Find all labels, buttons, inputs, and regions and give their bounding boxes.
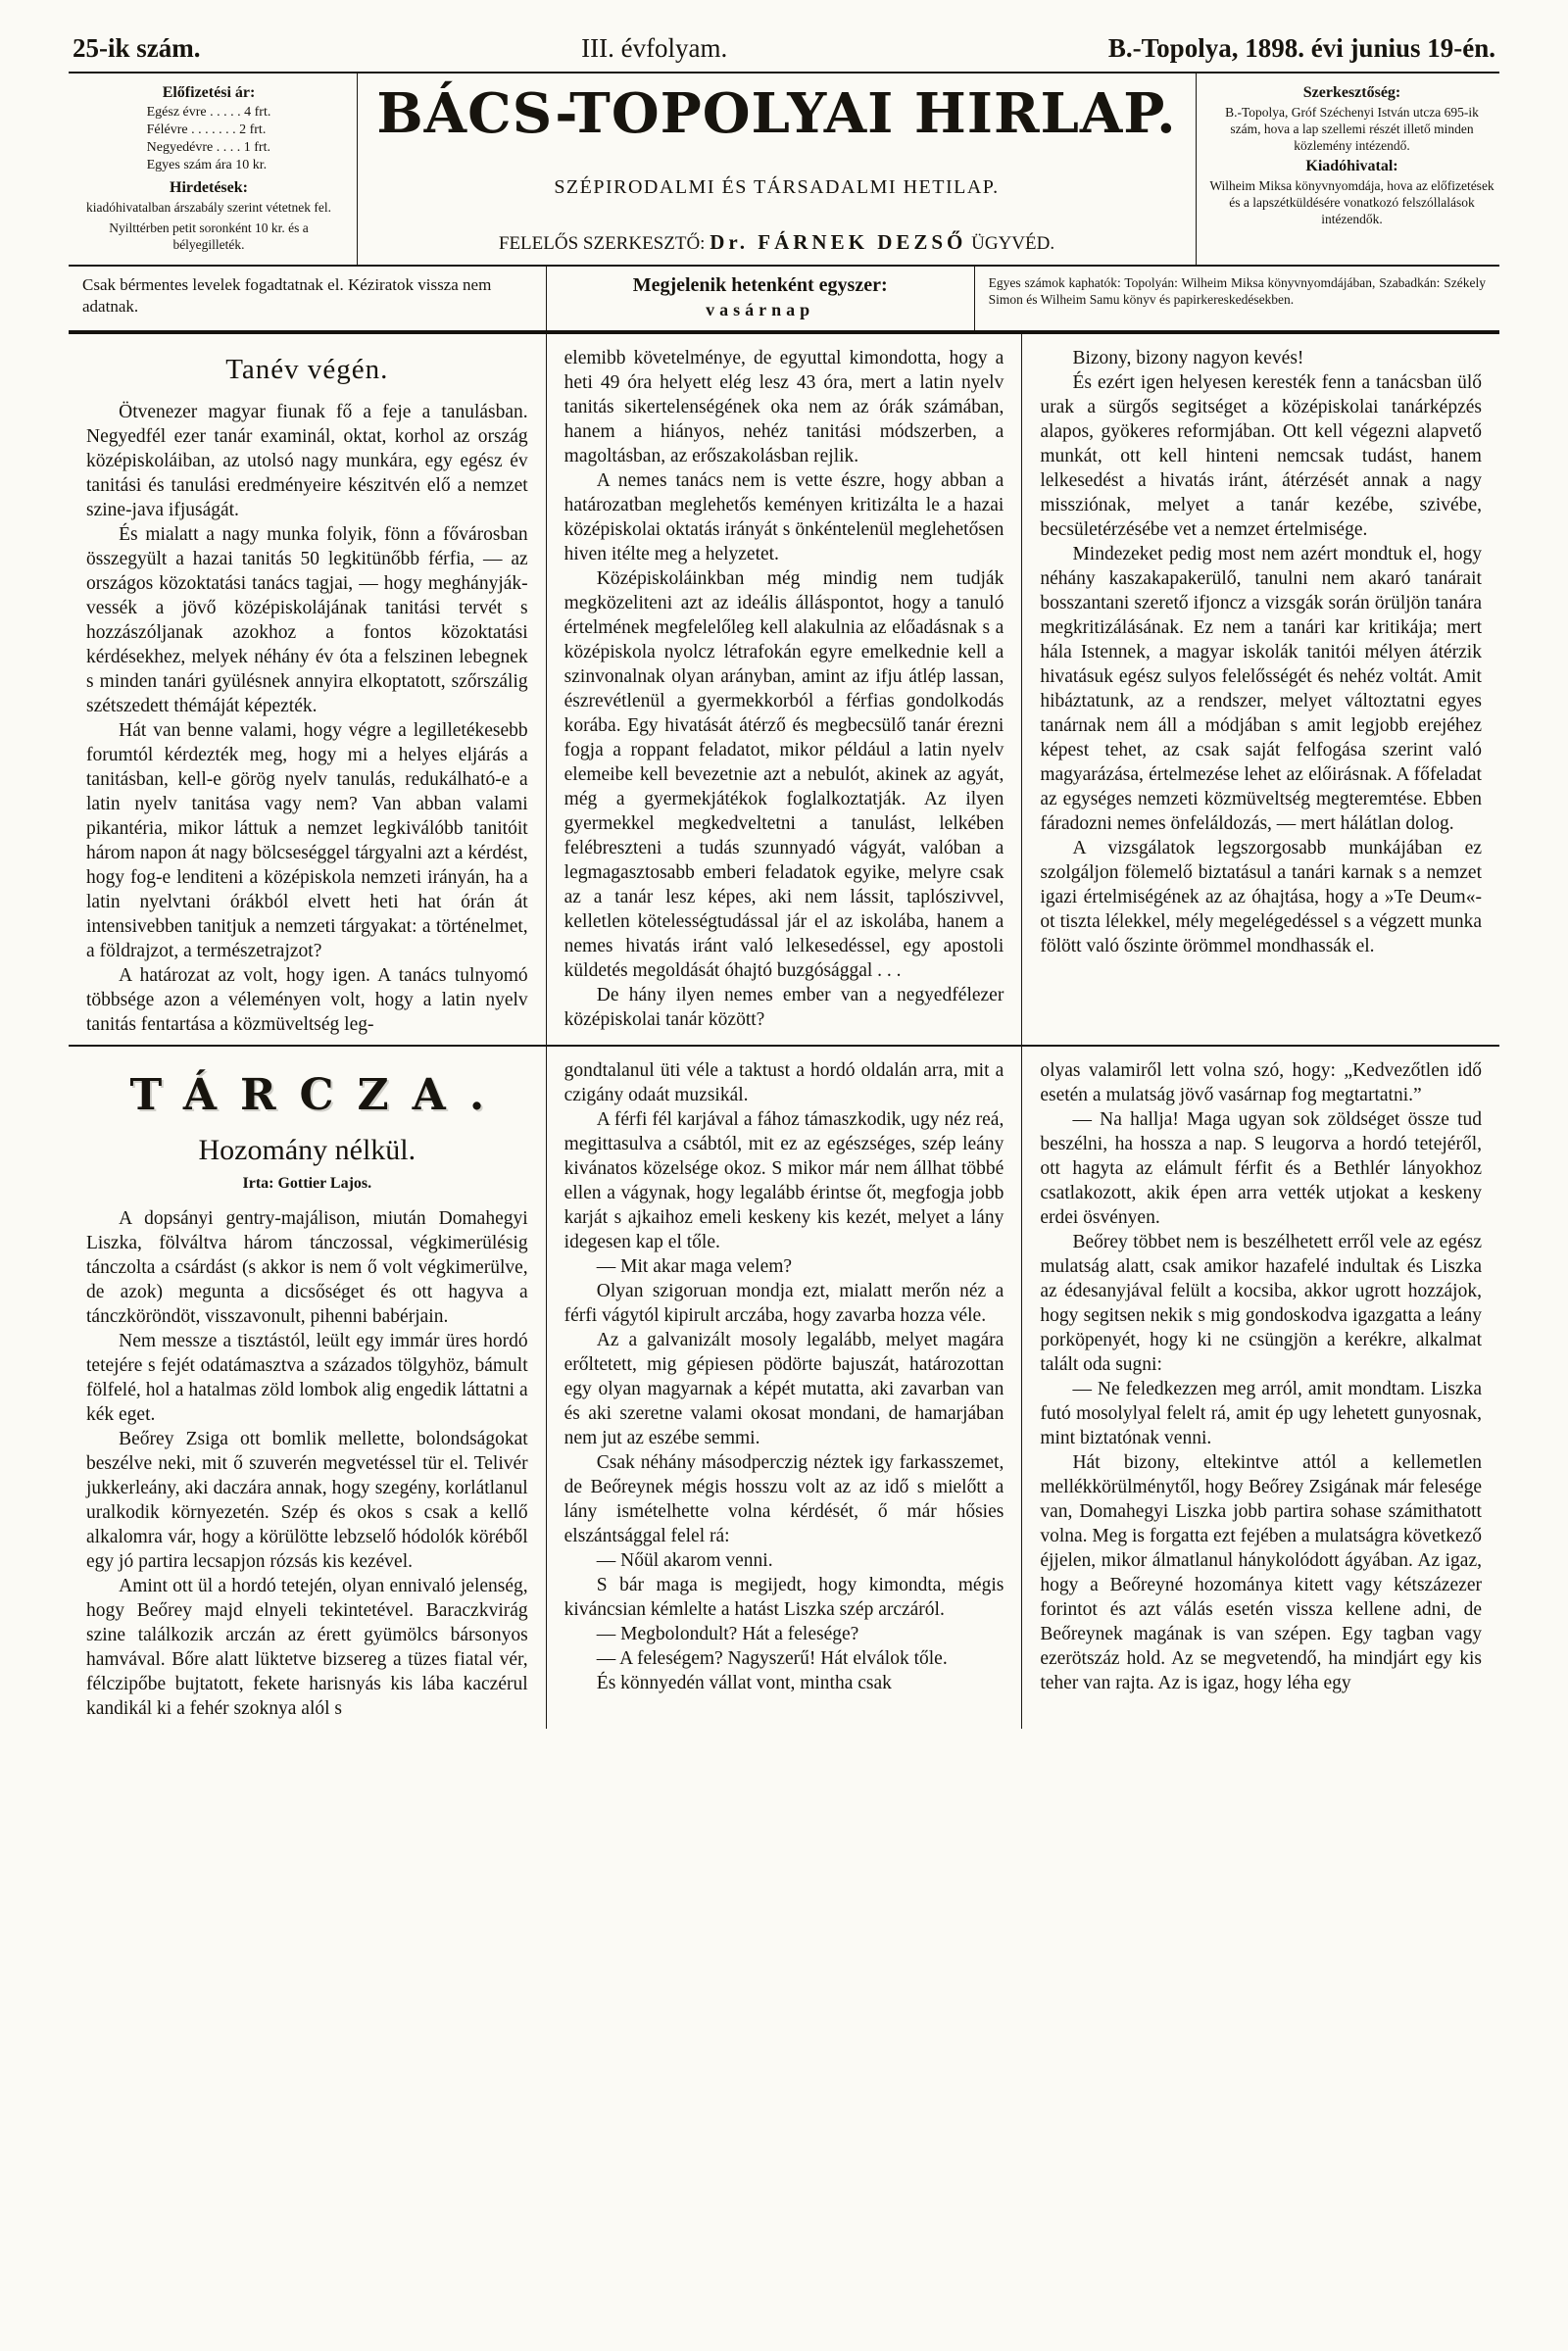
feuilleton-column-1-text bbox=[86, 1206, 528, 1721]
issue-number: 25-ik szám. bbox=[73, 33, 201, 63]
ads-text: kiadóhivatalban árszabály szerint vétetnek fel. bbox=[85, 200, 331, 215]
paragraph: De hány ilyen nemes ember van a negyedfélezer középiskolai tanár között? bbox=[564, 985, 1004, 1030]
feuilleton-column-2-text bbox=[564, 1058, 1004, 1695]
paragraph: — A feleségem? Nagyszerű! Hát elválok tőle. bbox=[596, 1648, 948, 1669]
paragraph: — Ne feledkezzen meg arról, amit mondtam. Liszka futó mosolylyal felelt rá, amit ép ugy lehetett gunyosnak, mint biztatónak venni. bbox=[1040, 1379, 1482, 1448]
publisher-office-title: Kiadóhivatal: bbox=[1305, 158, 1398, 174]
editorial-office-title: Szerkesztőség: bbox=[1302, 84, 1401, 101]
article-title: Tanév végén. bbox=[225, 354, 389, 385]
publisher-office-text: Wilheim Miksa könyvnyomdája, hova az előfizetések és a lapszétküldésére vonatkozó felszóllalások intézendők. bbox=[1209, 178, 1494, 226]
editor-label: FELELŐS SZERKESZTŐ: bbox=[498, 233, 706, 254]
paragraph: Ötvenezer magyar fiunak fő a feje a tanulásban. Negyedfél ezer tanár examinál, oktat, korhol az ország középiskoláiban, az utolsó nagy munkára, egy egész év tanitási és tanulási eredményeire készitvén elő a nemzet szine-java ifjuságát. bbox=[86, 402, 528, 520]
paragraph: Nem messze a tisztástól, leült egy immár üres hordó tetejére s fejét odatámasztva a százados tölgyhöz, bámult fölfelé, hol a hatalmas zöld lombok alig engedik láttatni a kék eget. bbox=[86, 1331, 528, 1425]
rate-line: Egyes szám ára 10 kr. bbox=[146, 158, 268, 172]
feuilleton-heading: TÁRCZA. bbox=[129, 1070, 509, 1120]
notice-bar bbox=[69, 267, 1499, 334]
article-column-3-text bbox=[1040, 346, 1482, 958]
paragraph: Beőrey többet nem is beszélhetett erről vele az egész mulatság alatt, csak amikor hazafelé indultak és Liszka az édesanyjával felült a kocsiba, akkor ugrott hozzájok, hogy segitsen nekik s mig gondoskodva igazgatta a leány porköpenyét, hogy ki ne csüngjön a kerékre, alkalmat talált oda sugni: bbox=[1040, 1232, 1482, 1375]
paragraph: Bizony, bizony nagyon kevés! bbox=[1072, 348, 1304, 368]
paragraph: Mindezeket pedig most nem azért mondtuk el, hogy néhány kaszakapakerülő, tanulni nem akaró tanárait bosszantani szerető ifjoncz a vizsgák során örüljön tanára megkritizálásának. Ez nem a tanári kar kritikája; mert hála Istennek, a magyar iskolák tanitói mélyen átérzik hivatásuk egész sulyos felelősségét és nehéz voltát. Amit hibáztatunk, az a rendszer, melyet változtatni egyes tanárnak nem áll a módjában s amit legjobb erejéhez képest tehet, az csak saját felfogása szerint való magyarázása, értelmezése lehet az előirásnak. A főfeladat az egységes nemzeti közmüveltség megteremtése. Ebben fáradozni nemes önfeláldozás, — mert hálátlan dolog. bbox=[1040, 544, 1482, 834]
paragraph: Beőrey Zsiga ott bomlik mellette, bolondságokat beszélve neki, mit ő szuverén megvetéssel tür el. Telivér jukkerleány, aki daczára annak, hogy szegény, korlátlanul uralkodik környezetén. Szép és okos s csak a kellő alkalomra vár, hogy a körülötte lebzselő hódolók köréből egy jó partira lecsapjon rózsás kis kezével. bbox=[86, 1429, 528, 1572]
paragraph: — Mit akar maga velem? bbox=[596, 1256, 793, 1277]
paragraph: Amint ott ül a hordó tetején, olyan ennivaló jelenség, hogy Beőrey majd elnyeli tekintetével. Baraczkvirág szine találkozik arczán az érett gyümölcs bársonyos hamvával. Bőre alatt lüktetve bizsereg a tüzes fiatal vér, félczipőbe bujtatott, fekete harisnyás kis lába kaczérul kandikál ki a fehér szoknya alól s bbox=[86, 1576, 528, 1719]
feuilleton-column-1 bbox=[69, 1047, 546, 1729]
editor-suffix: ÜGYVÉD. bbox=[971, 233, 1055, 254]
feuilleton-section bbox=[69, 1045, 1499, 1729]
article-column-1-text bbox=[86, 400, 528, 1037]
paragraph: Hát bizony, eltekintve attól a kellemetlen mellékkörülménytől, hogy Beőrey Zsigának már felesége van, Domahegyi Liszka jobb partira sohase számithatott volna. Meg is forgatta ezt fejében a mulatságra következő éjjelen, mikor álmatlanul hánykolódott ágyában. Az igaz, hogy a Beőreyné hozománya kitett vagy kétszázezer forintot és azt válás esetén vissza kellene adni, de Beőreynek magának is van szépen. Egy tagban vagy ezerötszáz hold. Az se megvetendő, ha mindjárt egy kis teher van rajta. Az is igaz, hogy léha egy bbox=[1040, 1452, 1482, 1693]
paragraph: A nemes tanács nem is vette észre, hogy abban a határozatban meglehetős keményen kritizálta le a hazai középiskolai oktatás irányát s önkéntelenül meglehetősen hiven itélte meg a helyzetet. bbox=[564, 470, 1004, 564]
sales-notice: Egyes számok kaphatók: Topolyán: Wilheim Miksa könyvnyomdájában, Szabadkán: Székely Simon és Wilheim Samu könyv és papirkereskedésekben. bbox=[988, 275, 1486, 307]
open-column-text: Nyilttérben petit soronként 10 kr. és a bélyegilleték. bbox=[109, 220, 309, 252]
paragraph: — Na hallja! Maga ugyan sok zöldséget össze tud beszélni, ha hossza a nap. S leugorva a hordó tetejéről, ott hagyta az elámult férfit és a Bethlér lányokhoz csatlakozott, akik épen arra vették utjokat a keskeny erdei ösvényen. bbox=[1040, 1109, 1482, 1228]
newspaper-subtitle: SZÉPIRODALMI ÉS TÁRSADALMI HETILAP. bbox=[554, 175, 1000, 198]
paragraph: elemibb követelménye, de egyuttal kimondotta, hogy a heti 49 óra helyett elég lesz 43 óra, mert a latin nyelv tanitás sikertelenségének oka nem az órák számában, hanem a hiányos, nehéz tanitási módszerben, a magoltásban, az erőszakolásban rejlik. bbox=[564, 348, 1004, 466]
ads-title: Hirdetések: bbox=[170, 179, 248, 196]
paragraph: Csak néhány másodperczig néztek igy farkasszemet, de Beőreynek mégis hosszu volt az az idő s mielőtt a lány ismételhette volna kérdését, ő már hősies elszántsággal felel rá: bbox=[564, 1452, 1004, 1546]
feuilleton-column-3 bbox=[1022, 1047, 1499, 1729]
paragraph: S bár maga is megijedt, hogy kimondta, mégis kiváncsian kémlelte a hatást Liszka szép arczáról. bbox=[564, 1575, 1004, 1620]
paragraph: És könnyedén vállat vont, mintha csak bbox=[596, 1673, 892, 1693]
volume: III. évfolyam. bbox=[581, 33, 728, 63]
paragraph: A vizsgálatok legszorgosabb munkájában ez szolgáljon fölemelő biztatásul a tanári karnak s a nemzet igazi értelmiségének az az óhajtása, hogy a »Te Deum«-ot tiszta lélekkel, mély megelégedéssel s a végzett munka fölött való őszinte örömmel mondhassák el. bbox=[1040, 838, 1482, 956]
page-header bbox=[69, 29, 1499, 73]
paragraph: gondtalanul üti véle a taktust a hordó oldalán arra, mit a czigány odaát muzsikál. bbox=[564, 1060, 1004, 1105]
correspondence-notice: Csak bérmentes levelek fogadtatnak el. Kéziratok vissza nem adatnak. bbox=[82, 275, 492, 316]
subscription-title: Előfizetési ár: bbox=[162, 84, 256, 101]
offices-box bbox=[1196, 73, 1499, 265]
paragraph: És mialatt a nagy munka folyik, fönn a fővárosban összegyült a hazai tanitás 50 legkitünőbb férfia, — az országos közoktatási tanács tagjai, — hogy meghányják-vessék a jövő középiskolájának tanitási tervét s hozzászóljanak azokhoz a fontos közoktatási kérdésekhez, melyek néhány év óta a felszinen lebegnek s minden tanári gyülésnek annyira elkoptatott, szőrszálig szétszedett thémáját képezték. bbox=[86, 524, 528, 716]
paragraph: A dopsányi gentry-majálison, miután Domahegyi Liszka, fölváltva három tánczossal, végkimerülésig tánczolta a csárdást (s akkor is nem ő volt végkimerülve, de azok) megunta a dicsőséget és ott hagyva a tánczköröndöt, visszavonult, pihenni babérjain. bbox=[86, 1208, 528, 1327]
rate-line: Félévre . . . . . . . 2 frt. bbox=[146, 122, 267, 137]
article-column-1 bbox=[69, 334, 546, 1045]
paragraph: Középiskoláinkban még mindig nem tudják megközeliteni azt az ideális álláspontot, hogy a tanuló értelmének megfelelőleg kell alakulnia az előadásnak s a középiskola nyolcz létrafokán egyre emelkednie kell a szinvonalnak olyan arányban, amint az ifju átlép lassan, észrevétlenül a gyermekkorból a férfias gondolkodás korába. Egy hivatását átérző és megbecsülő tanár érezni fogja a roppant feladatot, mikor például a latin nyelv elemeibe kell bevezetnie azt a nebulót, akinek az agyát, még a gyermekjátékok foglalkoztatják. Az ilyen gyermekkel megkedveltetni a tanulást, lelkében felébreszteni a tudás szunnyadó vágyát, valóban a legmagasztosabb emberi feladatok egyike, melyre csak az a tanár lesz képes, aki nem lássit, taplószivvel, kelletlen kötelességtudással jár el az iskolába, hanem a nemes hivatás iránt való lelkesedéssel, egy apostoli küldetés megoldását óhajtó buzgósággal . . . bbox=[564, 568, 1004, 981]
story-title: Hozomány nélkül. bbox=[198, 1134, 416, 1166]
editorial-office-text: B.-Topolya, Gróf Széchenyi István utcza 695-ik szám, hova a lap szellemi részét illető minden közlemény intézendő. bbox=[1225, 105, 1479, 153]
paragraph: — Nőül akarom venni. bbox=[596, 1550, 773, 1571]
paragraph: És ezért igen helyesen keresték fenn a tanácsban ülő urak a sürgős segitséget a középiskolai tanárképzés alapos, gyökeres reformjában. Ott kell végezni alapvető munkát, ott kell hinteni nemcsak tudást, hanem lelkesedést a hivatás iránt, átérzését annak a nagy missziónak, melyet a tanár kezébe, szivébe, becsületérzésébe vet a nemzet értelmisége. bbox=[1040, 372, 1482, 540]
schedule-day: vasárnap bbox=[706, 300, 815, 319]
dateline: B.-Topolya, 1898. évi junius 19-én. bbox=[1107, 33, 1495, 63]
article-column-2-text bbox=[564, 346, 1004, 1032]
schedule-frequency: Megjelenik hetenként egyszer: bbox=[632, 274, 888, 296]
feuilleton-column-2 bbox=[546, 1047, 1023, 1729]
paragraph: Olyan szigoruan mondja ezt, mialatt merőn néz a férfi vágytól kipirult arczába, hogy zavarba hozza véle. bbox=[564, 1281, 1004, 1326]
publication-schedule bbox=[546, 267, 975, 330]
paragraph: — Megbolondult? Hát a felesége? bbox=[596, 1624, 859, 1644]
article-column-2 bbox=[546, 334, 1023, 1045]
editor-name: Dr. FÁRNEK DEZSŐ bbox=[710, 230, 967, 254]
newspaper-title: BÁCS-TOPOLYAI HIRLAP. bbox=[376, 81, 1177, 146]
story-byline: Irta: Gottier Lajos. bbox=[242, 1175, 372, 1192]
subscription-rates bbox=[147, 104, 271, 174]
paragraph: olyas valamiről lett volna szó, hogy: „Kedvezőtlen idő esetén a mulatság jövő vasárnap fog megtartatni.” bbox=[1040, 1060, 1482, 1105]
paragraph: Az a galvanizált mosoly legalább, melyet magára erőltetett, mig gépiesen pödörte bajuszát, határozottan egy olyan magyarnak a képét mutatta, aki zavarban van és aki szeretne valami okosat mondani, de hamarjában nem jut az eszébe semmi. bbox=[564, 1330, 1004, 1448]
feuilleton-column-3-text bbox=[1040, 1058, 1482, 1695]
subscription-box bbox=[69, 73, 358, 265]
masthead bbox=[69, 73, 1499, 267]
masthead-center bbox=[358, 73, 1196, 265]
rate-line: Egész évre . . . . . 4 frt. bbox=[146, 105, 271, 120]
editor-line bbox=[373, 230, 1180, 255]
paragraph: A határozat az volt, hogy igen. A tanács tulnyomó többsége azon a véleményen volt, hogy a latin nyelv tanitás fentartása a közmüveltség leg- bbox=[86, 965, 528, 1035]
paragraph: Hát van benne valami, hogy végre a legilletékesebb forumtól kérdezték meg, hogy mi a helyes eljárás a tanitásban, kell-e görög nyelv tanulás, redukálható-e a latin nyelv tanitása vagy nem? Van abban valami pikantéria, mikor láttuk a nemzet legkiválóbb tanitóit három napon át nagy bölcseséggel tárgyalni azt a kérdést, hogy fog-e lenditeni a középiskola nemzeti irányán, ha a latin nyelvtani órákból elvett heti hat órán át intensivebben tanitjuk a nemzeti tárgyakat: a történelmet, a földrajzot, a természetrajzot? bbox=[86, 720, 528, 961]
paragraph: A férfi fél karjával a fához támaszkodik, ugy néz reá, megittasulva a csábtól, mit ez az egészséges, szép leány kivánatos közelsége okoz. S mikor már nem állhat többé ellen a vágynak, hogy legalább érintse őt, megfogja jobb karját s ajkaihoz emeli keskeny kis kezét, melyet a lány idegesen kap el tőle. bbox=[564, 1109, 1004, 1252]
lead-article bbox=[69, 334, 1499, 1045]
rate-line: Negyedévre . . . . 1 frt. bbox=[146, 140, 270, 155]
article-column-3 bbox=[1022, 334, 1499, 1045]
